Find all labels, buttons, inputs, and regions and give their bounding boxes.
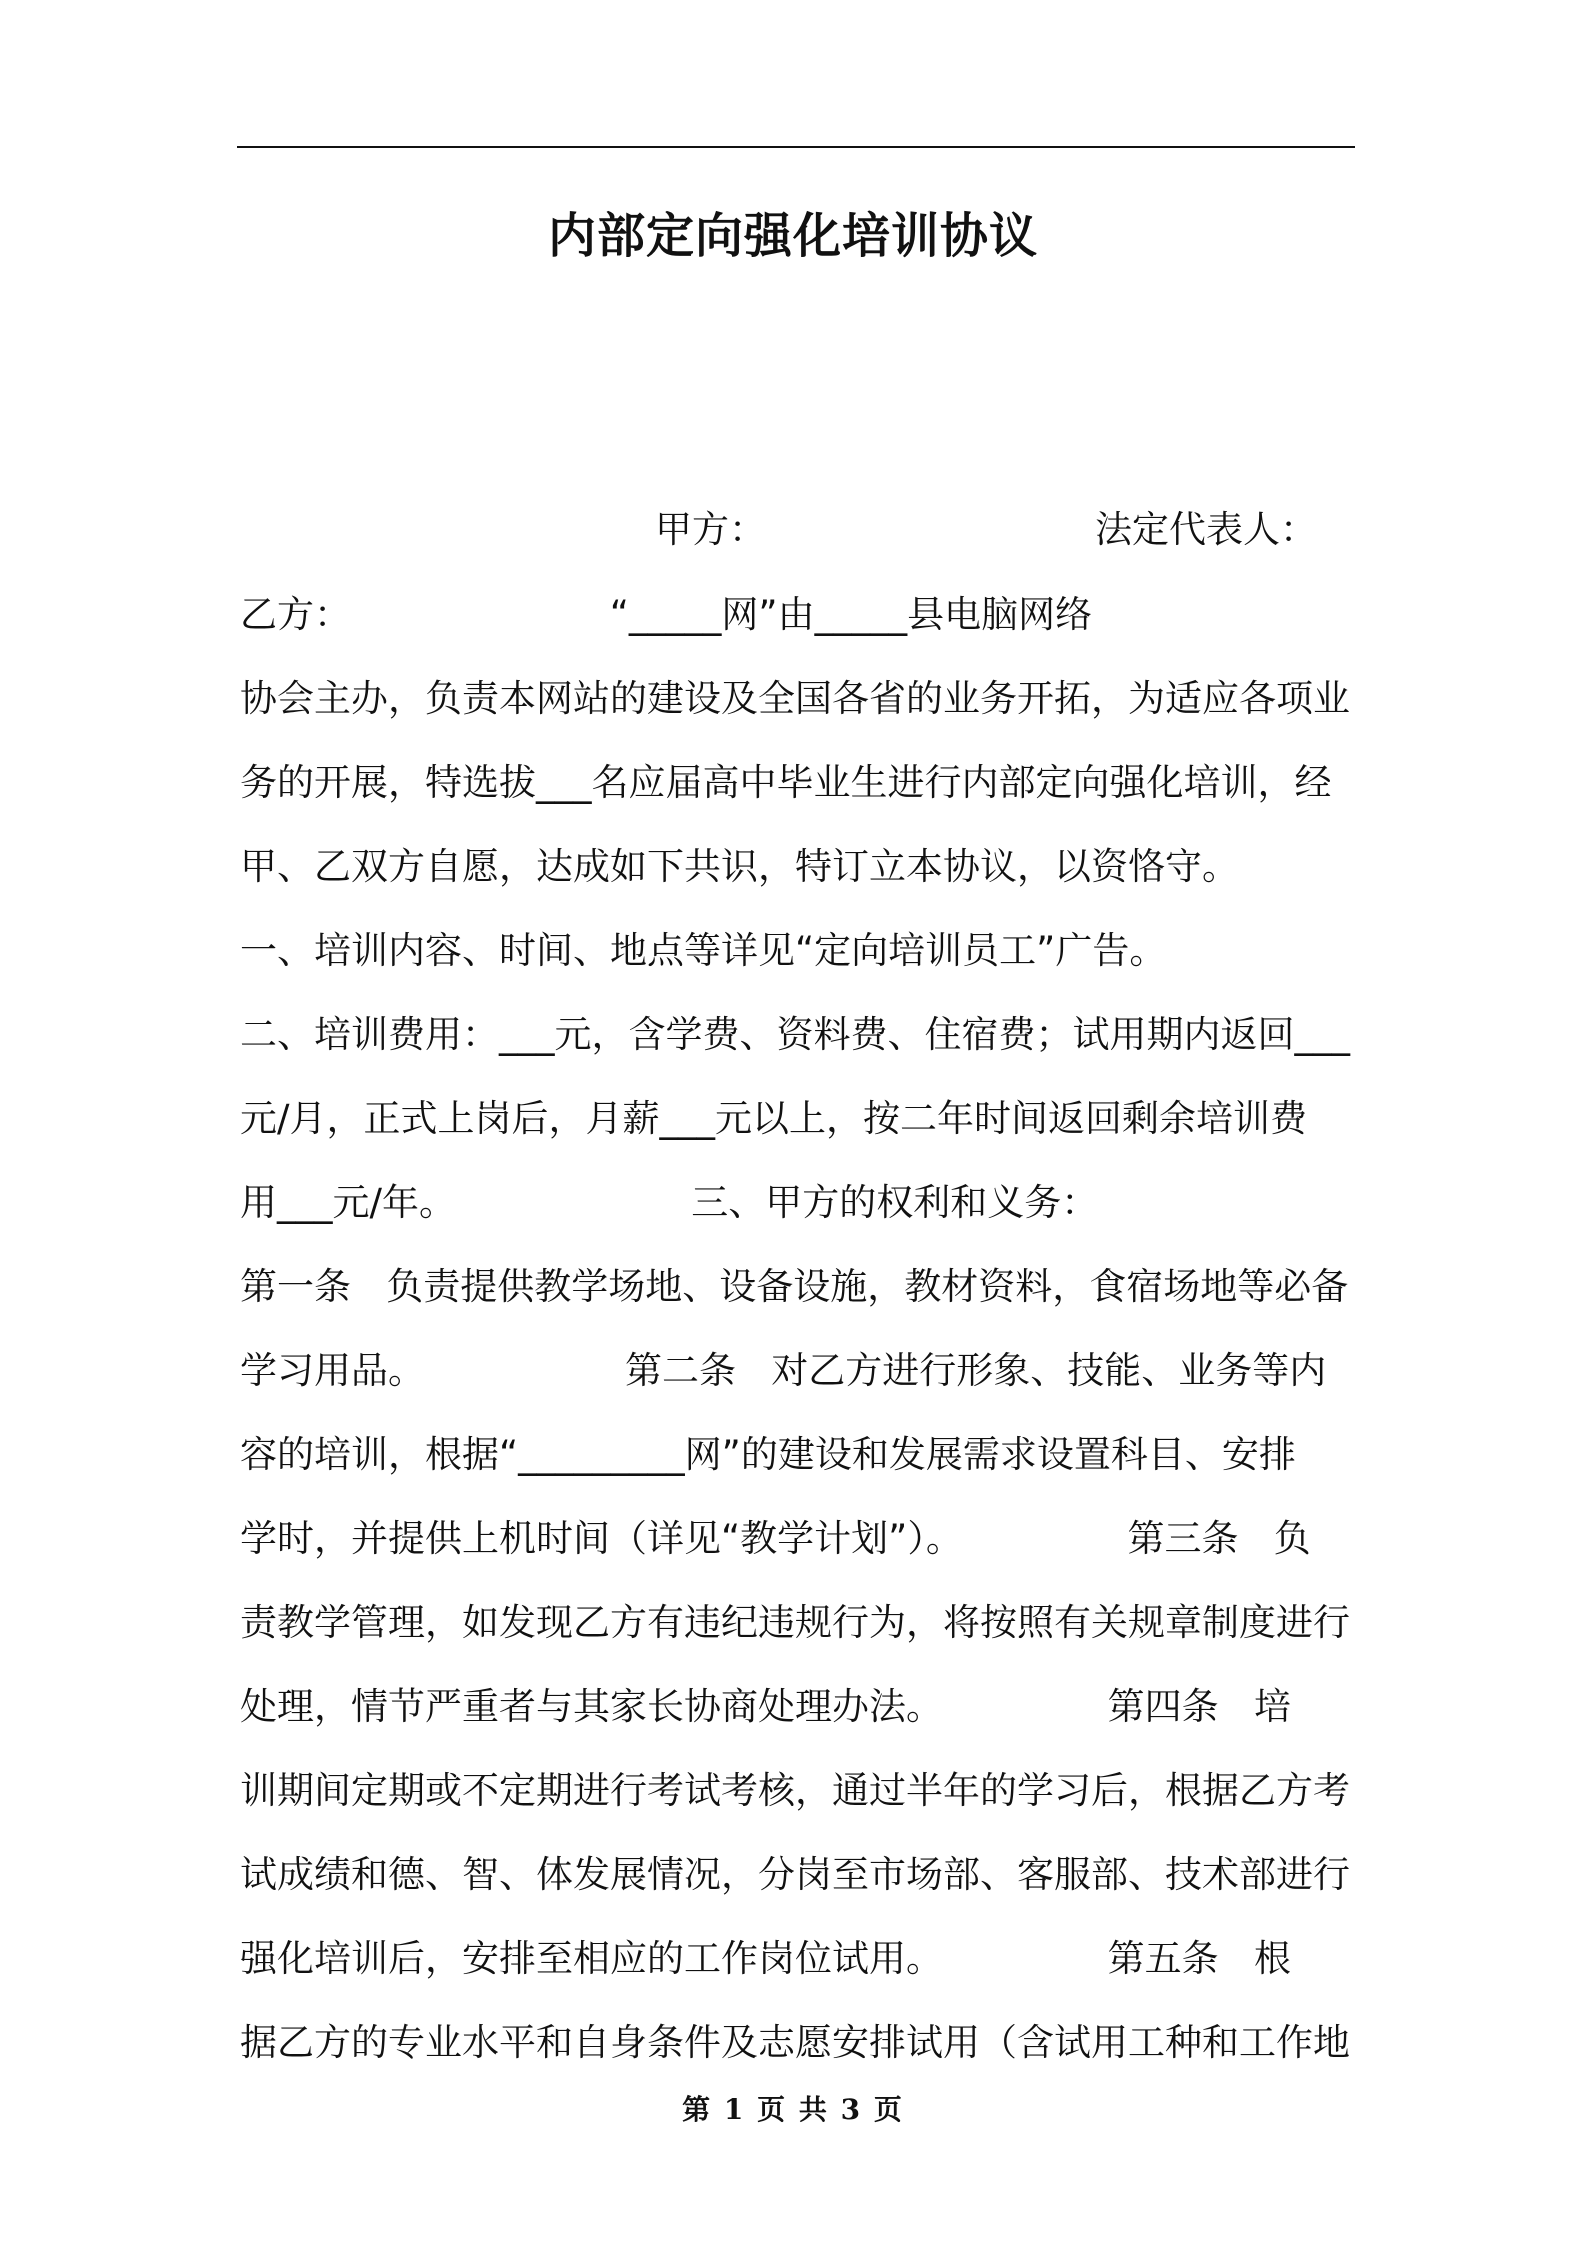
- body-line: 一、培训内容、时间、地点等详见“定向培训员工”广告。: [240, 929, 1167, 972]
- body-line: 责教学管理，如发现乙方有违纪违规行为，将按照有关规章制度进行: [240, 1601, 1350, 1644]
- body-line: 训期间定期或不定期进行考试考核，通过半年的学习后，根据乙方考: [240, 1769, 1350, 1812]
- body-line: 容的培训，根据“_________网”的建设和发展需求设置科目、安排: [240, 1433, 1296, 1476]
- body-line: 处理，情节严重者与其家长协商处理办法。 第四条 培: [240, 1685, 1291, 1728]
- body-line: 乙方： “_____网”由_____县电脑网络: [240, 593, 1093, 636]
- body-line: 用___元/年。 三、甲方的权利和义务：: [240, 1181, 1099, 1224]
- body-line: 试成绩和德、智、体发展情况，分岗至市场部、客服部、技术部进行: [240, 1853, 1350, 1896]
- body-line: 元/月，正式上岗后，月薪___元以上，按二年时间返回剩余培训费: [240, 1097, 1307, 1140]
- body-line: 甲、乙双方自愿，达成如下共识，特订立本协议，以资恪守。: [240, 845, 1239, 888]
- legal-rep-label: 法定代表人：: [1095, 508, 1317, 551]
- body-line: 协会主办，负责本网站的建设及全国各省的业务开拓，为适应各项业: [240, 677, 1350, 720]
- body-line: 务的开展，特选拔___名应届高中毕业生进行内部定向强化培训，经: [240, 761, 1332, 804]
- page-footer: 第 1 页 共 3 页: [682, 2093, 904, 2126]
- body-line: 第一条 负责提供教学场地、设备设施，教材资料，食宿场地等必备: [240, 1265, 1349, 1308]
- body-line: 学时，并提供上机时间（详见“教学计划”）。 第三条 负: [240, 1517, 1311, 1560]
- party-a-label: 甲方：: [655, 508, 766, 551]
- body-line: 据乙方的专业水平和自身条件及志愿安排试用（含试用工种和工作地: [240, 2021, 1350, 2064]
- body-line: 二、培训费用：___元，含学费、资料费、住宿费；试用期内返回___: [240, 1013, 1350, 1056]
- document-title: 内部定向强化培训协议: [547, 208, 1038, 264]
- header-rule: [237, 146, 1355, 148]
- body-line: 强化培训后，安排至相应的工作岗位试用。 第五条 根: [240, 1937, 1291, 1980]
- party-a-line: [240, 500, 1352, 560]
- body-line: 学习用品。 第二条 对乙方进行形象、技能、业务等内: [240, 1349, 1327, 1392]
